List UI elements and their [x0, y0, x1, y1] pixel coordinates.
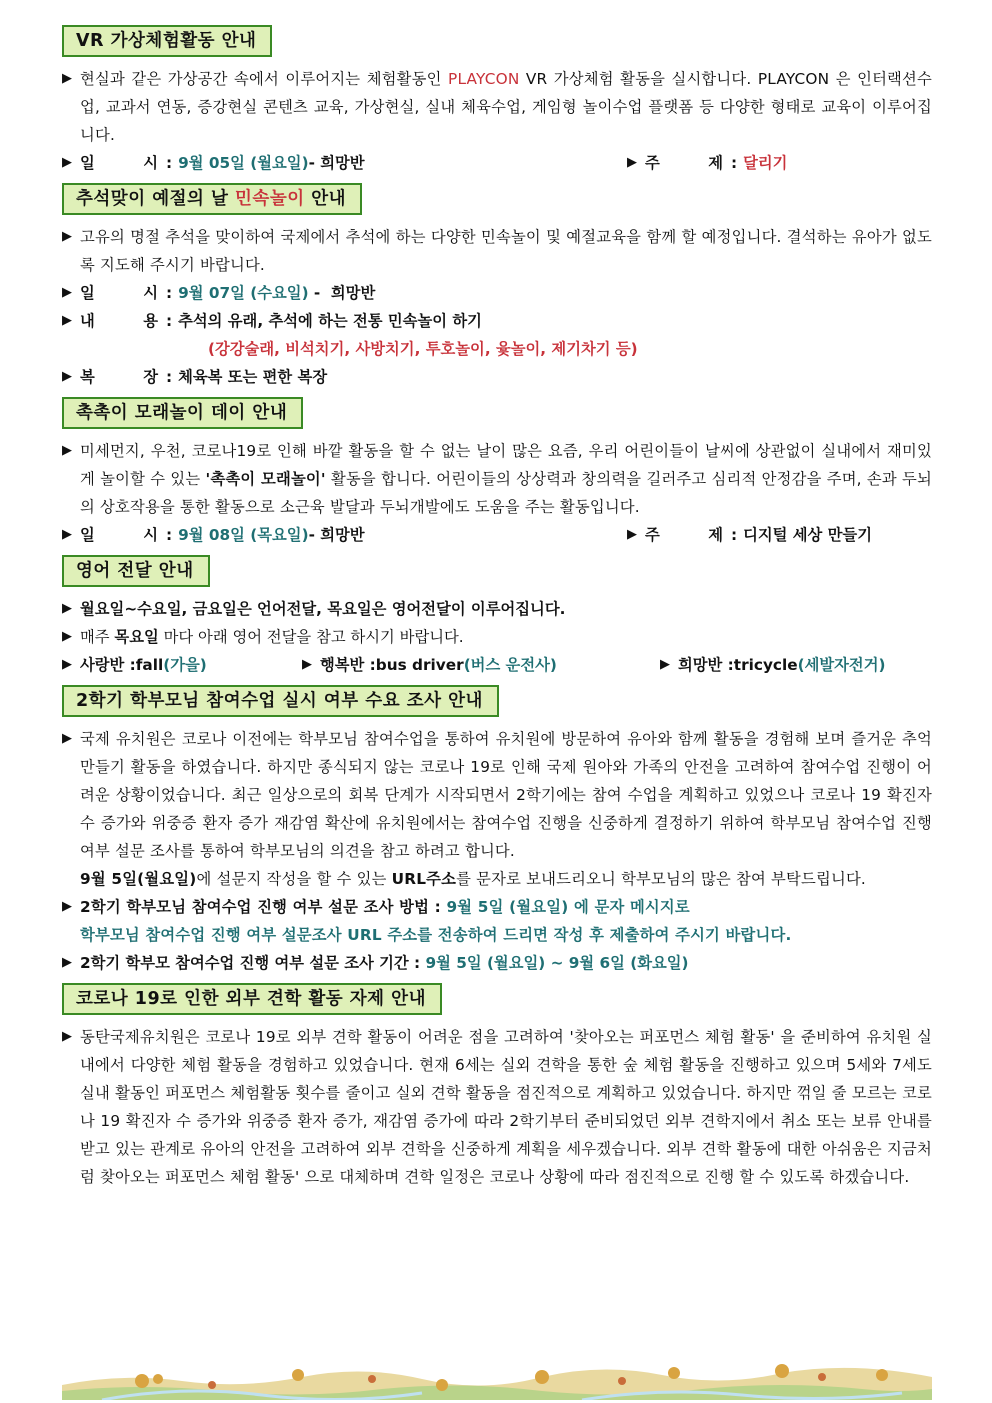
triangle-right-icon: ▶	[627, 155, 637, 170]
triangle-right-icon: ▶	[62, 899, 72, 914]
section-title: 2학기 학부모님 참여수업 실시 여부 수요 조사 안내	[62, 685, 499, 717]
date-value: 9월 07일 (수요일)	[178, 284, 309, 302]
topic-value: 디지털 세상 만들기	[743, 526, 872, 544]
triangle-right-icon: ▶	[660, 657, 670, 672]
newsletter-page	[62, 25, 932, 1197]
content-value: 추석의 유래, 추석에 하는 전통 민속놀이 하기	[178, 312, 482, 330]
section-english: 영어 전달 안내 ▶ 월요일~수요일, 금요일은 언어전달, 목요일은 영어전달이 이루어집니다. ▶ 매주 목요일 마다 아래 영어 전달을 참고 하시기 바랍니다. ▶ 사랑반 : fall (가을) ▶ 행복반 : bus driver (버스 운전사) ▶ 희망반 : tricycle (세발자전거)	[62, 555, 932, 679]
triangle-right-icon: ▶	[62, 71, 72, 86]
triangle-right-icon: ▶	[62, 601, 72, 616]
triangle-right-icon: ▶	[302, 657, 312, 672]
section-sand-play: 촉촉이 모래놀이 데이 안내 ▶ 미세먼지, 우천, 코로나19로 인해 바깥 활동을 할 수 없는 날이 많은 요즘, 우리 어린이들이 날씨에 상관없이 실내에서 재미있게 놀이할 수 있는 '촉촉이 모래놀이' 활동을 합니다. 어린이들의 상상력과 창의력을 길러주고 심리적 안정감을 주며, 손과 두뇌의 상호작용을 통한 활동으로 소근육 발달과 두뇌개발에도 도움을 주는 활동입니다. ▶ 일 시 : 9월 08일 (목요일) - 희망반 ▶ 주 제 : 디지털 세상 만들기	[62, 397, 932, 549]
date-value: 9월 05일 (월요일)	[178, 154, 309, 172]
section-chuseok: 추석맞이 예절의 날 민속놀이 안내 ▶ 고유의 명절 추석을 맞이하여 국제에서 추석에 하는 다양한 민속놀이 및 예절교육을 함께 할 예정입니다. 결석하는 유아가 없도록 지도해 주시기 바랍니다. ▶ 일 시 : 9월 07일 (수요일) - 희망반 ▶ 내 용 : 추석의 유래, 추석에 하는 전통 민속놀이 하기 (강강술래, 비석치기, 사방치기, 투호놀이, 윷놀이, 제기차기 등) ▶ 복 장 : 체육복 또는 편한 복장	[62, 183, 932, 391]
triangle-right-icon: ▶	[62, 313, 72, 328]
section-title: 코로나 19로 인한 외부 견학 활동 자제 안내	[62, 983, 442, 1015]
triangle-right-icon: ▶	[62, 629, 72, 644]
section-title: 영어 전달 안내	[62, 555, 210, 587]
topic-value: 달리기	[743, 154, 788, 172]
triangle-right-icon: ▶	[62, 731, 72, 746]
triangle-right-icon: ▶	[62, 527, 72, 542]
triangle-right-icon: ▶	[627, 527, 637, 542]
section-title: 촉촉이 모래놀이 데이 안내	[62, 397, 303, 429]
triangle-right-icon: ▶	[62, 955, 72, 970]
section-field-trip	[62, 983, 932, 1191]
paragraph: 동탄국제유치원은 코로나 19로 외부 견학 활동이 어려운 점을 고려하여 '찾아오는 퍼포먼스 체험 활동' 을 준비하여 유치원 실내에서 다양한 체험 활동을 경험하고 있었습니다. 현재 6세는 실외 견학을 통한 숲 체험 활동을 진행하고 있으며 5세와 7세도 실내 활동인 퍼포먼스 체험활동 횟수를 줄이고 실외 견학 활동을 점진적으로 계획하고 있었습니다. 하지만 꺾일 줄 모르는 코로나 19 확진자 수 증가와 위중증 환자 증가, 재감염 증가에 따라 2학기부터 준비되었던 외부 견학지에서 취소 또는 보류 안내를 받고 있는 관계로 유아의 안전을 고려하여 외부 견학을 신중하게 계획을 세우겠습니다. 외부 견학 활동에 대한 아쉬움은 지금처럼 찾아오는 퍼포먼스 체험 활동' 으로 대체하며 견학 일정은 코로나 상황에 따라 점진적으로 진행 할 수 있도록 하겠습니다.	[80, 1028, 932, 1186]
section-parent-survey: 2학기 학부모님 참여수업 실시 여부 수요 조사 안내 ▶ 국제 유치원은 코로나 이전에는 학부모님 참여수업을 통하여 유치원에 방문하여 유아와 함께 활동을 경험해 보며 즐거운 추억 만들기 활동을 하였습니다. 하지만 종식되지 않는 코로나 19로 인해 국제 원아와 가족의 안전을 고려하여 참여수업 진행이 어려운 상황이었습니다. 최근 일상으로의 회복 단계가 시작되면서 2학기에는 참여 수업을 계획하고 있었으나 코로나 19 확진자 수 증가와 위중증 환자 증가 재감염 확산에 유치원에서는 참여수업 진행을 신중하게 결정하기 위하여 학부모님 참여수업 진행 여부 설문 조사를 통하여 학부모님의 의견을 참고 하려고 합니다. 9월 5일(월요일)에 설문지 작성을 할 수 있는 URL주소를 문자로 보내드리오니 학부모님의 많은 참여 부탁드립니다. ▶ 2학기 학부모님 참여수업 진행 여부 설문 조사 방법 : 9월 5일 (월요일) 에 문자 메시지로 학부모님 참여수업 진행 여부 설문조사 URL 주소를 전송하여 드리면 작성 후 제출하여 주시기 바랍니다. ▶ 2학기 학부모 참여수업 진행 여부 설문 조사 기간 : 9월 5일 (월요일) ~ 9월 6일 (화요일)	[62, 685, 932, 977]
brand-name: PLAYCON	[448, 70, 520, 88]
games-list: (강강술래, 비석치기, 사방치기, 투호놀이, 윷놀이, 제기차기 등)	[208, 340, 638, 358]
section-vr: VR 가상체험활동 안내 ▶ 현실과 같은 가상공간 속에서 이루어지는 체험활동인 PLAYCON VR 가상체험 활동을 실시합니다. PLAYCON 은 인터랙션수업, 교과서 연동, 증강현실 콘텐츠 교육, 가상현실, 실내 체육수업, 게임형 놀이수업 플랫폼 등 다양한 형태로 교육이 이루어집니다. ▶ 일 시 : 9월 05일 (월요일) - 희망반 ▶ 주 제 : 달리기	[62, 25, 932, 177]
triangle-right-icon: ▶	[62, 229, 72, 244]
triangle-right-icon: ▶	[62, 369, 72, 384]
section-title: 추석맞이 예절의 날 민속놀이 안내	[62, 183, 362, 215]
paragraph: 현실과 같은 가상공간 속에서 이루어지는 체험활동인 PLAYCON VR 가상체험 활동을 실시합니다. PLAYCON 은 인터랙션수업, 교과서 연동, 증강현실 콘텐츠 교육, 가상현실, 실내 체육수업, 게임형 놀이수업 플랫폼 등 다양한 형태로 교육이 이루어집니다.	[80, 70, 932, 144]
triangle-right-icon: ▶	[62, 155, 72, 170]
dress-value: 체육복 또는 편한 복장	[178, 368, 328, 386]
triangle-right-icon: ▶	[62, 285, 72, 300]
paragraph: 미세먼지, 우천, 코로나19로 인해 바깥 활동을 할 수 없는 날이 많은 요즘, 우리 어린이들이 날씨에 상관없이 실내에서 재미있게 놀이할 수 있는 '촉촉이 모래놀이' 활동을 합니다. 어린이들의 상상력과 창의력을 길러주고 심리적 안정감을 주며, 손과 두뇌의 상호작용을 통한 활동으로 소근육 발달과 두뇌개발에도 도움을 주는 활동입니다.	[80, 442, 932, 516]
triangle-right-icon: ▶	[62, 657, 72, 672]
triangle-right-icon: ▶	[62, 443, 72, 458]
date-value: 9월 08일 (목요일)	[178, 526, 309, 544]
section-title: VR 가상체험활동 안내	[62, 25, 272, 57]
triangle-right-icon: ▶	[62, 1029, 72, 1044]
english-words-row: ▶ 사랑반 : fall (가을) ▶ 행복반 : bus driver (버스 운전사) ▶ 희망반 : tricycle (세발자전거)	[62, 651, 932, 679]
landscape-illustration	[62, 1355, 932, 1400]
paragraph: 고유의 명절 추석을 맞이하여 국제에서 추석에 하는 다양한 민속놀이 및 예절교육을 함께 할 예정입니다. 결석하는 유아가 없도록 지도해 주시기 바랍니다.	[80, 228, 932, 274]
paragraph: 국제 유치원은 코로나 이전에는 학부모님 참여수업을 통하여 유치원에 방문하여 유아와 함께 활동을 경험해 보며 즐거운 추억 만들기 활동을 하였습니다. 하지만 종식되지 않는 코로나 19로 인해 국제 원아와 가족의 안전을 고려하여 참여수업 진행이 어려운 상황이었습니다. 최근 일상으로의 회복 단계가 시작되면서 2학기에는 참여 수업을 계획하고 있었으나 코로나 19 확진자 수 증가와 위중증 환자 증가 재감염 확산에 유치원에서는 참여수업 진행을 신중하게 결정하기 위하여 학부모님 참여수업 진행 여부 설문 조사를 통하여 학부모님의 의견을 참고 하려고 합니다. 9월 5일(월요일)에 설문지 작성을 할 수 있는 URL주소를 문자로 보내드리오니 학부모님의 많은 참여 부탁드립니다.	[80, 730, 932, 888]
